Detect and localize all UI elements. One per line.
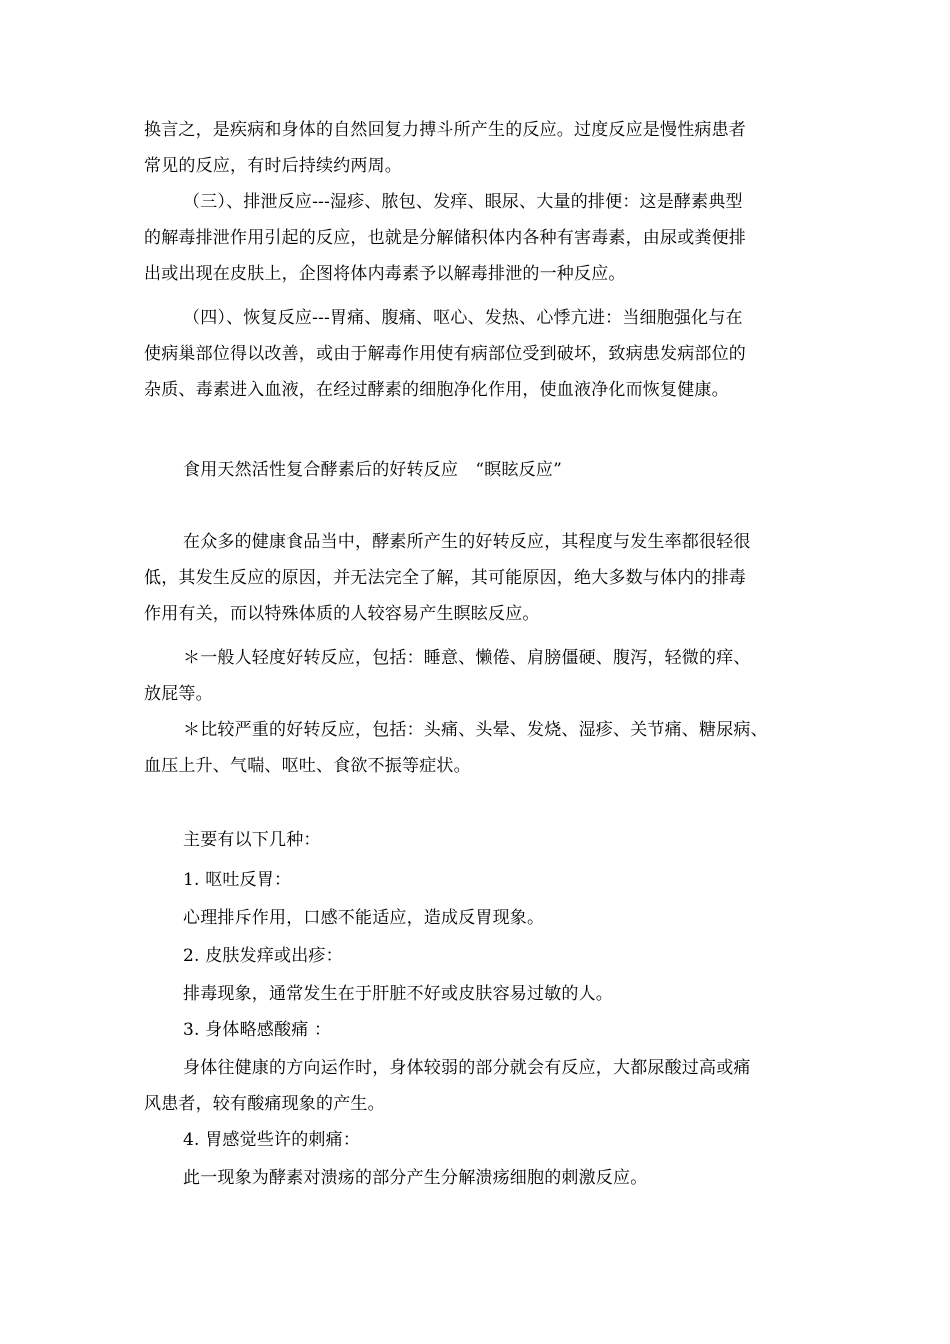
text-line: 在众多的健康食品当中，酵素所产生的好转反应，其程度与发生率都很轻很 (183, 532, 751, 552)
text-line: 放屁等。 (144, 684, 213, 704)
text-line: （四）、恢复反应---胃痛、腹痛、呕心、发热、心悸亢进：当细胞强化与在 (183, 308, 743, 328)
text-line: ＊一般人轻度好转反应，包括：睡意、懒倦、肩膀僵硬、腹泻，轻微的痒、 (183, 648, 751, 668)
list-item-title: 4. 胃感觉些许的刺痛： (183, 1130, 361, 1150)
section-heading: 食用天然活性复合酵素后的好转反应 “瞑眩反应” (183, 460, 562, 480)
list-heading: 主要有以下几种： (183, 830, 321, 850)
text-line: 血压上升、气喘、呕吐、食欲不振等症状。 (144, 756, 471, 776)
list-item-body: 心理排斥作用，口感不能适应，造成反胃现象。 (183, 908, 545, 928)
list-item-body: 此一现象为酵素对溃疡的部分产生分解溃疡细胞的刺激反应。 (183, 1168, 648, 1188)
text-line: 作用有关，而以特殊体质的人较容易产生瞑眩反应。 (144, 604, 540, 624)
text-line: 的解毒排泄作用引起的反应，也就是分解储积体内各种有害毒素，由尿或粪便排 (144, 228, 746, 248)
text-line: 低，其发生反应的原因，并无法完全了解，其可能原因，绝大多数与体内的排毒 (144, 568, 746, 588)
text-line: 出或出现在皮肤上，企图将体内毒素予以解毒排泄的一种反应。 (144, 264, 626, 284)
list-item-title: 2. 皮肤发痒或出疹： (183, 946, 343, 966)
text-line: 常见的反应，有时后持续约两周。 (144, 156, 402, 176)
text-line: 使病巢部位得以改善，或由于解毒作用使有病部位受到破坏，致病患发病部位的 (144, 344, 746, 364)
list-item-body: 排毒现象，通常发生在于肝脏不好或皮肤容易过敏的人。 (183, 984, 613, 1004)
text-line: ＊比较严重的好转反应，包括：头痛、头晕、发烧、湿疹、关节痛、糖尿病、 (183, 720, 768, 740)
list-item-body: 风患者，较有酸痛现象的产生。 (144, 1094, 385, 1114)
list-item-title: 1. 呕吐反胃： (183, 870, 292, 890)
list-item-title: 3. 身体略感酸痛 ： (183, 1020, 332, 1040)
text-line: 杂质、毒素进入血液，在经过酵素的细胞净化作用，使血液净化而恢复健康。 (144, 380, 729, 400)
text-line: （三）、排泄反应---湿疹、脓包、发痒、眼尿、大量的排便：这是酵素典型 (183, 192, 743, 212)
text-line: 换言之，是疾病和身体的自然回复力搏斗所产生的反应。过度反应是慢性病患者 (144, 120, 746, 140)
list-item-body: 身体往健康的方向运作时，身体较弱的部分就会有反应，大都尿酸过高或痛 (183, 1058, 751, 1078)
